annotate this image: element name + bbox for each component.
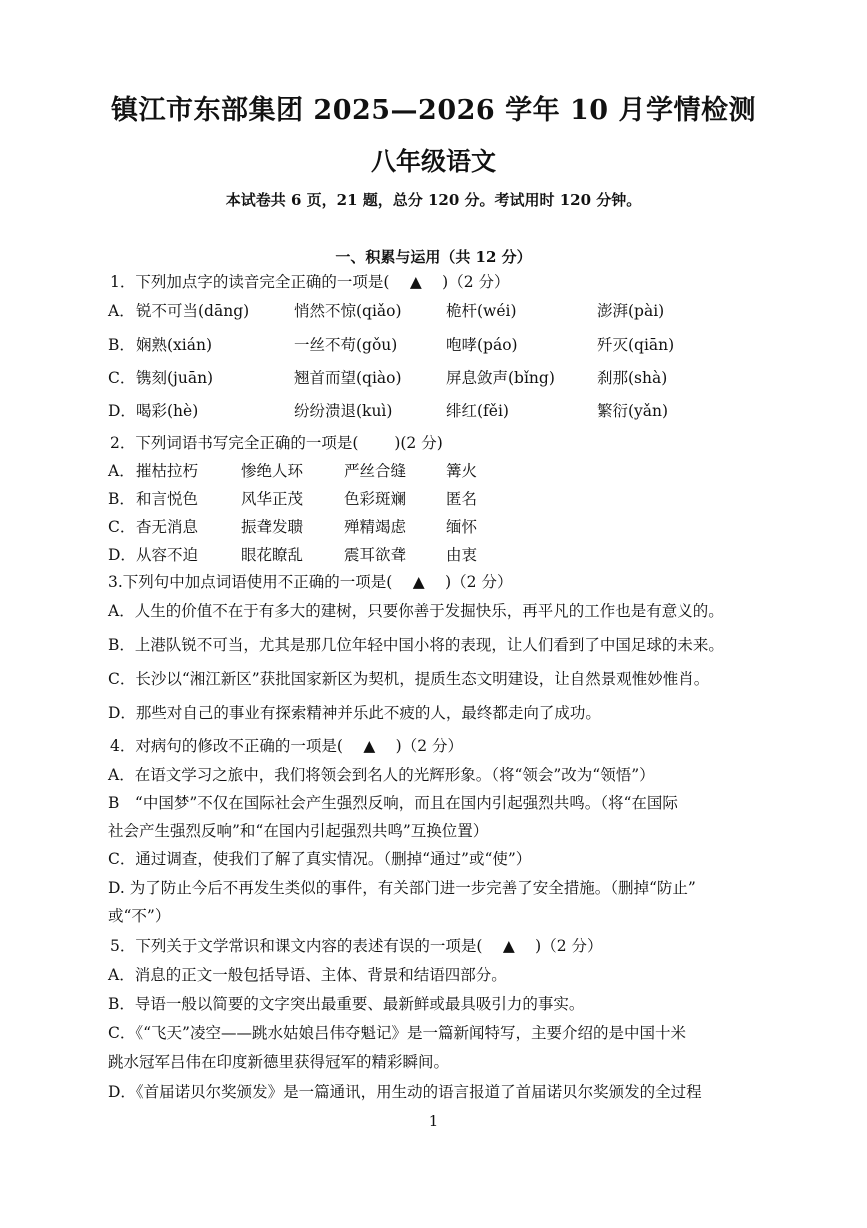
option-word: 振聋发聩 (241, 518, 304, 536)
option-word: 震耳欲聋 (344, 546, 407, 564)
option-word: 刹那(shà) (597, 369, 668, 387)
question-5-option-d: D．《首届诺贝尔奖颁发》是一篇通讯，用生动的语言报道了首届诺贝尔奖颁发的全过程 (108, 1083, 702, 1101)
option-word: 镌刻(juān) (136, 369, 214, 387)
question-5-option-b: B．导语一般以简要的文字突出最重要、最新鲜或最具吸引力的事实。 (108, 995, 585, 1013)
option-word: 殚精竭虑 (344, 518, 407, 536)
question-4-stem: 4．对病句的修改不正确的一项是( ▲ )（2 分） (110, 737, 464, 755)
question-4-option-b-cont: 社会产生强烈反响”和“在国内引起强烈共鸣”互换位置） (108, 822, 489, 840)
option-word: 翘首而望(qiào) (294, 369, 402, 387)
option-word: 和言悦色 (136, 490, 199, 508)
question-4-option-c: C．通过调查，使我们了解了真实情况。（删掉“通过”或“使”） (108, 850, 532, 868)
option-word: 严丝合缝 (344, 462, 407, 480)
option-label: C． (108, 369, 136, 387)
page-number: 1 (428, 1112, 439, 1130)
option-word: 咆哮(páo) (446, 336, 518, 354)
option-word: 桅杆(wéi) (446, 302, 517, 320)
option-word: 摧枯拉朽 (136, 462, 199, 480)
option-word: 屏息敛声(bǐng) (446, 369, 555, 387)
option-word: 篝火 (446, 462, 478, 480)
option-label: D． (108, 546, 136, 564)
question-5-option-c: C．《“飞天”凌空——跳水姑娘吕伟夺魁记》是一篇新闻特写，主要介绍的是中国十米 (108, 1024, 686, 1042)
option-word: 一丝不苟(gǒu) (294, 336, 398, 354)
option-word: 色彩斑斓 (344, 490, 407, 508)
option-word: 眼花瞭乱 (241, 546, 304, 564)
question-1-stem: 1．下列加点字的读音完全正确的一项是( ▲ )（2 分） (110, 273, 510, 291)
question-2-stem: 2．下列词语书写完全正确的一项是( )(2 分) (110, 434, 443, 452)
question-5-option-a: A．消息的正文一般包括导语、主体、背景和结语四部分。 (108, 966, 507, 984)
option-label: B． (108, 490, 135, 508)
question-5-stem: 5．下列关于文学常识和课文内容的表述有误的一项是( ▲ )（2 分） (110, 937, 603, 955)
question-3-option-c: C．长沙以“湘江新区”获批国家新区为契机，提质生态文明建设，让自然景观惟妙惟肖。 (108, 670, 710, 688)
section-title: 一、积累与运用（共 12 分） (335, 248, 532, 266)
option-word: 由衷 (446, 546, 478, 564)
option-label: B． (108, 336, 135, 354)
option-word: 喝彩(hè) (136, 402, 199, 420)
option-label: A． (108, 302, 135, 320)
option-word: 歼灭(qiān) (597, 336, 675, 354)
exam-info: 本试卷共 6 页，21 题，总分 120 分。考试用时 120 分钟。 (225, 191, 642, 209)
option-label: C． (108, 518, 136, 536)
option-word: 缅怀 (446, 518, 478, 536)
option-word: 澎湃(pài) (597, 302, 665, 320)
option-label: A． (108, 462, 135, 480)
option-word: 匿名 (446, 490, 478, 508)
option-word: 悄然不惊(qiǎo) (294, 302, 402, 320)
option-word: 娴熟(xián) (136, 336, 213, 354)
question-3-option-a: A．人生的价值不在于有多大的建树，只要你善于发掘快乐，再平凡的工作也是有意义的。 (108, 602, 724, 620)
question-4-option-d: D. 为了防止今后不再发生类似的事件，有关部门进一步完善了安全措施。（删掉“防止” (108, 879, 696, 897)
option-word: 纷纷溃退(kuì) (294, 402, 393, 420)
exam-subtitle: 八年级语文 (370, 147, 496, 176)
question-3-stem: 3.下列句中加点词语使用不正确的一项是( ▲ )（2 分） (108, 573, 513, 591)
option-word: 绯红(fěi) (446, 402, 509, 420)
option-word: 锐不可当(dāng) (136, 302, 250, 320)
question-5-option-c-cont: 跳水冠军吕伟在印度新德里获得冠军的精彩瞬间。 (108, 1053, 450, 1071)
question-4-option-b: B “中国梦”不仅在国际社会产生强烈反响，而且在国内引起强烈共鸣。（将“在国际 (108, 794, 678, 812)
option-word: 杳无消息 (136, 518, 199, 536)
question-4-option-d-cont: 或“不”） (108, 907, 171, 925)
option-word: 风华正茂 (241, 490, 304, 508)
option-word: 从容不迫 (136, 546, 199, 564)
option-word: 惨绝人环 (241, 462, 304, 480)
question-3-option-b: B．上港队锐不可当，尤其是那几位年轻中国小将的表现，让人们看到了中国足球的未来。 (108, 636, 724, 654)
question-4-option-a: A．在语文学习之旅中，我们将领会到名人的光辉形象。（将“领会”改为“领悟”） (108, 766, 655, 784)
option-label: D． (108, 402, 136, 420)
option-word: 繁衍(yǎn) (597, 402, 669, 420)
question-3-option-d: D．那些对自己的事业有探索精神并乐此不疲的人，最终都走向了成功。 (108, 704, 601, 722)
exam-title: 镇江市东部集团 2025—2026 学年 10 月学情检测 (111, 95, 756, 126)
